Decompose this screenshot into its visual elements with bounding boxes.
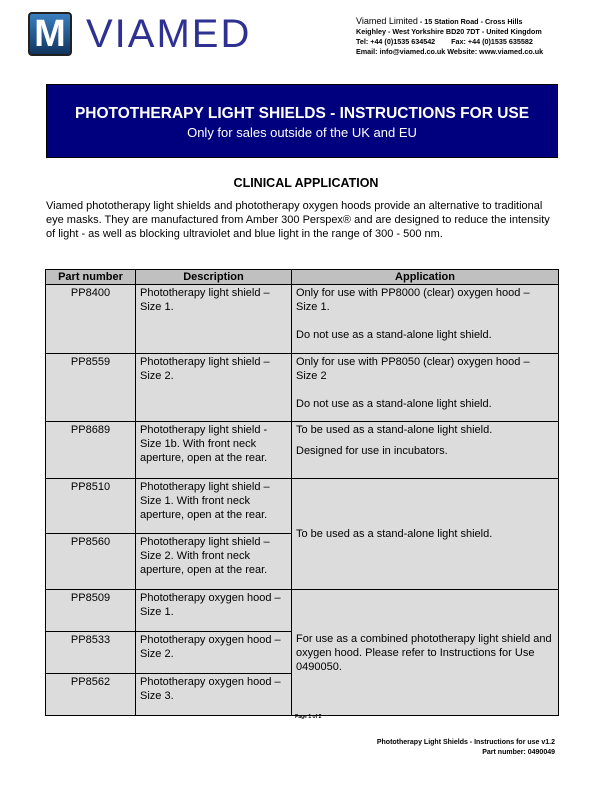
company-address [356,16,543,57]
application-note: Designed for use in incubators. [296,445,448,457]
description: Phototherapy light shield – Size 1. With front neck aperture, open at the rear. [136,479,292,534]
application-text: To be used as a stand-alone light shield. [296,424,493,436]
company-name: Viamed Limited [356,16,418,26]
viamed-logo [28,12,251,56]
intro-paragraph: Viamed phototherapy light shields and phototherapy oxygen hoods provide an alternative to traditional eye masks. They are manufactured from Amber 300 Perspex® and are designed to reduce the intensity of light - as well as blocking ultraviolet and blue light in the range of 300 - 500 nm. [46,200,550,240]
description: Phototherapy light shield – Size 2. With front neck aperture, open at the rear. [136,534,292,590]
table-row [46,590,559,632]
application-text: Only for use with PP8050 (clear) oxygen hood – Size 2 [296,356,530,382]
part-number: PP8560 [46,534,136,590]
footer [377,738,555,758]
application [292,285,559,354]
description: Phototherapy light shield – Size 1. [136,285,292,354]
address-line1: - 15 Station Road - Cross Hills [417,17,523,26]
part-number: PP8509 [46,590,136,632]
part-number: PP8689 [46,422,136,479]
application-merged: For use as a combined phototherapy light shield and oxygen hood. Please refer to Instructions for Use 0490050. [292,590,559,716]
table-row [46,354,559,422]
address-web: Email: info@viamed.co.uk Website: www.viamed.co.uk [356,47,544,56]
document-title: PHOTOTHERAPY LIGHT SHIELDS - INSTRUCTIONS FOR USE [74,105,530,122]
table-row [46,479,559,534]
document-subtitle: Only for sales outside of the UK and EU [187,125,417,140]
header-part: Part number [46,270,136,285]
description: Phototherapy oxygen hood – Size 1. [136,590,292,632]
logo-mark: M [28,12,72,56]
footer-part-number: Part number: 0490049 [482,749,555,756]
footer-title: Phototherapy Light Shields - Instructions for use v1.2 [376,739,555,746]
header-description: Description [136,270,292,285]
page-number: Page 1 of 2 [295,714,322,720]
application-note: Do not use as a stand-alone light shield. [296,398,492,410]
logo-text: VIAMED [86,12,252,56]
part-number: PP8562 [46,674,136,716]
application-merged: To be used as a stand-alone light shield. [292,479,559,590]
part-number: PP8510 [46,479,136,534]
part-number: PP8533 [46,632,136,674]
table-row [46,422,559,479]
description: Phototherapy oxygen hood – Size 3. [136,674,292,716]
description: Phototherapy oxygen hood – Size 2. [136,632,292,674]
application-text: Only for use with PP8000 (clear) oxygen hood – Size 1. [296,287,530,313]
title-banner [46,84,558,158]
address-line2: Keighley - West Yorkshire BD20 7DT - United Kingdom [356,27,542,36]
part-number: PP8559 [46,354,136,422]
header-application: Application [292,270,559,285]
product-table [45,269,559,716]
table-row [46,285,559,354]
application-note: Do not use as a stand-alone light shield. [296,329,492,341]
table-header [46,270,559,285]
application [292,354,559,422]
address-phone: Tel: +44 (0)1535 634542 Fax: +44 (0)1535 635582 [356,37,533,46]
part-number: PP8400 [46,285,136,354]
description: Phototherapy light shield – Size 2. [136,354,292,422]
application [292,422,559,479]
description: Phototherapy light shield - Size 1b. With front neck aperture, open at the rear. [136,422,292,479]
section-title: CLINICAL APPLICATION [233,176,379,190]
